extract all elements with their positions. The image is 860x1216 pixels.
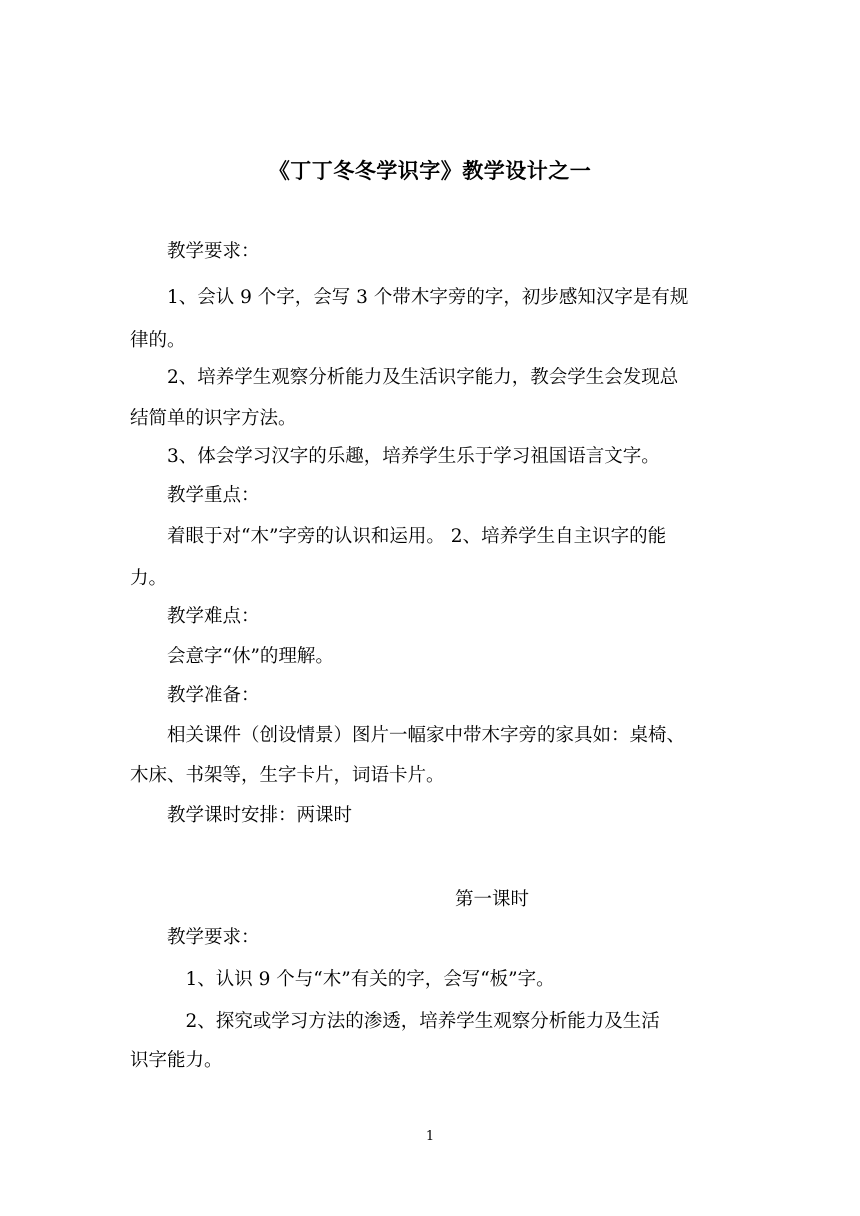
section-heading: 第一课时 (454, 889, 529, 910)
text-line: 教学准备： (130, 685, 260, 706)
text-line: 2、培养学生观察分析能力及生活识字能力，教会学生会发现总 (130, 367, 679, 388)
page-number: 1 (425, 1129, 435, 1144)
text-line: 结简单的识字方法。 (130, 408, 297, 429)
text-line: 识字能力。 (130, 1050, 223, 1071)
text-line: 相关课件（创设情景）图片一幅家中带木字旁的家具如：桌椅、 (130, 725, 686, 746)
text-line: 教学要求： (130, 927, 260, 948)
text-line: 着眼于对“木”字旁的认识和运用。 2、培养学生自主识字的能 (130, 526, 667, 547)
text-line: 1、会认 9 个字，会写 3 个带木字旁的字，初步感知汉字是有规 (130, 287, 689, 308)
text-line: 力。 (130, 568, 168, 589)
text-line: 教学要求： (130, 241, 260, 262)
text-line: 教学重点： (130, 485, 260, 506)
text-line: 木床、书架等，生字卡片，词语卡片。 (130, 765, 445, 786)
text-line: 3、体会学习汉字的乐趣，培养学生乐于学习祖国语言文字。 (130, 446, 660, 467)
text-line: 教学难点： (130, 606, 260, 627)
text-line: 教学课时安排：两课时 (130, 805, 353, 826)
text-line: 2、探究或学习方法的渗透，培养学生观察分析能力及生活 (130, 1011, 660, 1032)
document-title: 《丁丁冬冬学识字》教学设计之一 (268, 158, 592, 183)
text-line: 律的。 (130, 330, 186, 351)
text-line: 1、认识 9 个与“木”有关的字，会写“板”字。 (130, 969, 555, 990)
text-line: 会意字“休”的理解。 (130, 646, 334, 667)
